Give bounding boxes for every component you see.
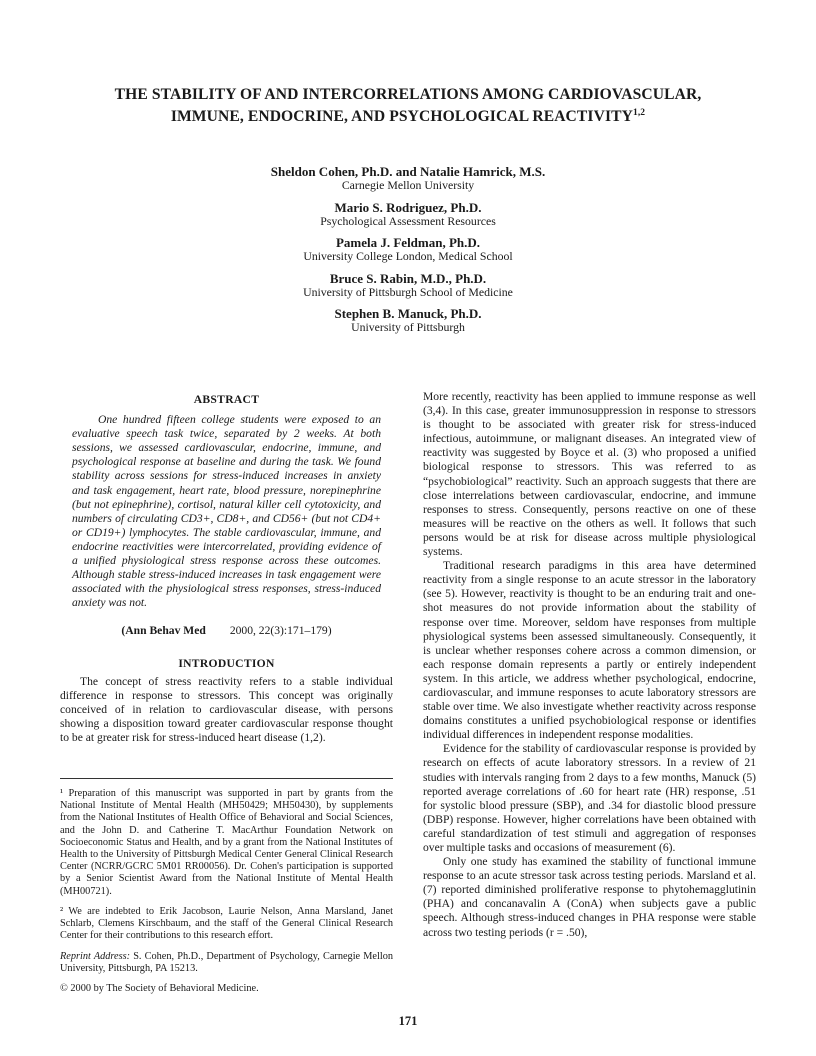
reprint-text: S. Cohen, Ph.D., Department of Psychology, Carnegie Mellon University, Pittsburgh, PA 15213.	[60, 950, 393, 974]
article-title	[60, 85, 756, 126]
author-affiliation: Carnegie Mellon University	[341, 178, 475, 192]
body-paragraph: Traditional research paradigms in this area have determined reactivity from a single response to an acute stressor in the laboratory (see 5). However, reactivity is thought to be an enduring trait and one-shot measures do not provide information about the stability of response over time. Moreover, seldom have responses from multiple physiological systems been assessed simultaneously. Consequently, it is unclear whether responses cohere across a common dimension, or each response domain represents a partly or entirely independent system. In this article, we address whether psychological, endocrine, cardiovascular, and immune responses to acute laboratory stressors are stable over time. We also investigate whether reactivity across response domains constitutes a unified psychobiological response or identifies individual differences in independent response modalities.	[423, 559, 756, 742]
left-column	[60, 393, 393, 1003]
author-block	[160, 271, 656, 300]
author-affiliation: University of Pittsburgh School of Medicine	[303, 284, 513, 299]
author-affiliation: University of Pittsburgh	[351, 320, 465, 334]
citation-journal: (Ann Behav Med	[121, 624, 206, 638]
title-line-2-text: IMMUNE, ENDOCRINE, AND PSYCHOLOGICAL REACTIVITY	[170, 108, 633, 125]
footnote-divider	[60, 778, 393, 779]
footnote-1: ¹ Preparation of this manuscript was supported in part by grants from the National Institute of Mental Health (MH50429; MH50430), by supplements from the National Institutes of Health Office of Behavioral and Social Sciences, and the John D. and Catherine T. MacArthur Foundation Network on Socioeconomic Status and Health, and by a grant from the National Institutes of Health to the University of Pittsburgh Medical Center General Clinical Research Center (NCRR/GCRC 5M01 RR00056). Dr. Cohen's participation is supported by a Senior Scientist Award from the National Institute of Mental Health (MH00721).	[60, 788, 393, 897]
abstract-text: One hundred fifteen college students were exposed to an evaluative speech task twice, separated by 2 weeks. At both sessions, we assessed cardiovascular, endocrine, immune, and psychological response at baseline and during the task. We found stability across sessions for stress-induced increases in anxiety and task engagement, heart rate, blood pressure, norepinephrine (but not epinephrine), cortisol, natural killer cell cytotoxicity, and numbers of circulating CD3+, CD8+, and CD56+ (but not CD4+ or CD19+) lymphocytes. The stable cardiovascular, immune, and endocrine reactivities were intercorrelated, providing evidence of a unified physiological stress response across these outcomes. Although stable stress-induced increases in task engagement were associated with the physiological stress responses, stress-induced anxiety was not.	[72, 413, 381, 610]
citation	[60, 624, 393, 638]
author-affiliation: Psychological Assessment Resources	[320, 213, 496, 228]
reprint-label: Reprint Address:	[60, 950, 131, 962]
author-block	[160, 164, 656, 193]
author-block	[160, 306, 656, 335]
body-paragraph: More recently, reactivity has been applied to immune response as well (3,4). In this case, greater immunosuppression in response to stressors is thought to be associated with greater risk for stress-induced infectious, autoimmune, or malignant diseases. An integrated view of reactivity was suggested by Boyce et al. (3) who proposed a unified biological response to stressors. This was referred to as “psychobiological” reactivity. Such an approach suggests that there are close interrelations between cardiovascular, endocrine, and immune responses to stress. Consequently, persons reactive on one of these measures will be reactive on the others as well. It follows that such persons would be at risk for disease across multiple physiological systems.	[423, 390, 756, 559]
right-column	[423, 390, 756, 940]
author-list	[160, 164, 656, 342]
page-number: 171	[398, 1014, 418, 1028]
introduction-heading: INTRODUCTION	[178, 656, 275, 670]
author-name: Mario S. Rodriguez, Ph.D.	[334, 199, 482, 215]
body-paragraph: Evidence for the stability of cardiovascular response is provided by research on effects of acute laboratory stressors. In a review of 21 studies with intervals ranging from 2 days to a few months, Manuck (5) reported average correlations of .60 for heart rate (HR) response, .51 for systolic blood pressure (SBP), and .34 for diastolic blood pressure (DBP) response. However, higher correlations have been obtained with careful standardization of test stimuli and aggregation of responses over multiple tasks and occasions of measurement (6).	[423, 742, 756, 854]
body-paragraph: Only one study has examined the stability of functional immune response to an acute stressor task across testing periods. Marsland et al. (7) reported diminished proliferative response to phytohemagglutinin (PHA) and concanavalin A (ConA) when subjects gave a public speech. Although stress-induced changes in PHA response were stable across two testing periods (r = .50),	[423, 855, 756, 939]
author-name: Pamela J. Feldman, Ph.D.	[335, 235, 481, 250]
abstract-heading: ABSTRACT	[193, 393, 260, 406]
author-name: Stephen B. Manuck, Ph.D.	[334, 306, 482, 321]
title-line-1: THE STABILITY OF AND INTERCORRELATIONS AMONG CARDIOVASCULAR,	[114, 86, 702, 103]
title-line-2	[60, 104, 756, 126]
author-name: Bruce S. Rabin, M.D., Ph.D.	[329, 270, 487, 286]
title-footnote-marker: 1,2	[632, 108, 646, 118]
author-affiliation: University College London, Medical School	[303, 249, 513, 263]
author-name: Sheldon Cohen, Ph.D. and Natalie Hamrick, M.S.	[270, 164, 546, 179]
author-block	[160, 200, 656, 229]
citation-details: 2000, 22(3):171–179)	[229, 624, 332, 638]
author-block	[160, 235, 656, 264]
copyright-notice: © 2000 by The Society of Behavioral Medicine.	[60, 982, 259, 994]
introduction-paragraph: The concept of stress reactivity refers to a stable individual difference in response to stressors. This concept was originally conceived of in relation to cardiovascular disease, with persons showing a disposition toward greater cardiovascular response thought to be at greater risk for stress-induced heart disease (1,2).	[60, 674, 393, 744]
footnote-2: ² We are indebted to Erik Jacobson, Laurie Nelson, Anna Marsland, Janet Schlarb, Clemens Kirschbaum, and the staff of the General Clinical Research Center for their contributions to this research effort.	[60, 905, 393, 942]
reprint-address	[60, 951, 393, 975]
